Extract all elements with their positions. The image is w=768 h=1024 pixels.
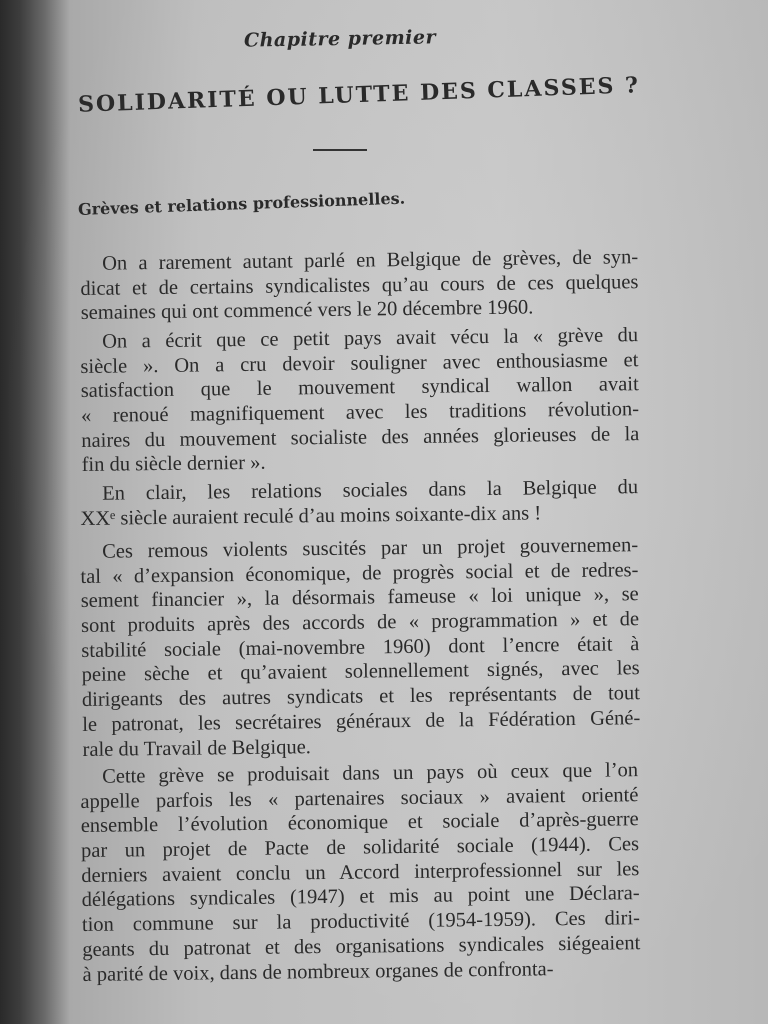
chapter-title: SOLIDARITÉ OU LUTTE DES CLASSES ? (77, 72, 641, 118)
chapter-label: Chapitre premier (243, 26, 437, 52)
text-line: naires du mouvement socialiste des années glorieuses de la (81, 422, 640, 452)
text-line: En clair, les relations sociales dans la Belgique du (102, 476, 639, 505)
text-line: On a écrit que ce petit pays avait vécu la « grève du (102, 324, 639, 353)
text-line: XXᵉ siècle auraient reculé d’au moins soixante-dix ans ! (80, 502, 542, 530)
paragraph-5 (80, 758, 641, 987)
text-line: sont produits après des accords de « programmation » et de (80, 608, 640, 638)
text-line: rale du Travail de Belgique. (82, 735, 311, 761)
section-heading: Grèves et relations professionnelles. (77, 188, 406, 219)
title-divider (313, 149, 367, 151)
text-line: sement financier », la désormais fameuse « loi unique », se (80, 583, 639, 613)
text-line: dirigeants des autres syndicats et les représentants de tout (81, 682, 641, 712)
text-line: tal « d’expansion économique, de progrès social et de redres- (80, 558, 639, 588)
paragraph-4 (80, 533, 641, 762)
text-line: siècle ». On a cru devoir souligner avec enthousiasme et (80, 348, 639, 378)
text-line: à parité de voix, dans de nombreux organes de confronta- (82, 957, 554, 986)
text-line: geants du patronat et des organisations syndicales siégeaient (82, 931, 641, 961)
text-line: ensemble l’évolution économique et sociale d’après-guerre (80, 808, 639, 838)
text-line: On a rarement autant parlé en Belgique de grèves, de syn- (102, 246, 639, 275)
text-line: délégations syndicales (1947) et mis au point une Déclara- (81, 882, 640, 912)
text-line: Cette grève se produisait dans un pays où ceux que l’on (102, 759, 639, 788)
text-line: fin du siècle dernier ». (81, 452, 266, 477)
paragraph-2 (80, 323, 640, 478)
text-line: stabilité sociale (mai-novembre 1960) dont l’encre était à (81, 632, 640, 662)
text-line: satisfaction que le mouvement syndical wallon avait (80, 373, 639, 403)
text-line: Ces remous violents suscités par un projet gouvernemen- (102, 534, 639, 563)
text-line: dicat et de certains syndicalistes qu’au cours de ces quelques (80, 270, 639, 300)
text-line: peine sèche et qu’avaient solennellement signés, avec les (81, 657, 640, 687)
text-line: tion commune sur la productivité (1954-1959). Ces diri- (81, 907, 641, 937)
text-line: semaines qui ont commencé vers le 20 décembre 1960. (80, 296, 534, 325)
text-line: le patronat, les secrétaires généraux de la Fédération Géné- (82, 706, 641, 736)
paragraph-1 (80, 245, 639, 326)
text-line: par un projet de Pacte de solidarité sociale (1944). Ces (80, 833, 640, 863)
text-line: « renoué magnifiquement avec les traditions révolution- (80, 398, 640, 428)
text-line: appelle parfois les « partenaires sociaux » avaient orienté (80, 783, 639, 813)
text-line: derniers avaient conclu un Accord interprofessionnel sur les (81, 857, 640, 887)
paragraph-3 (80, 475, 639, 531)
